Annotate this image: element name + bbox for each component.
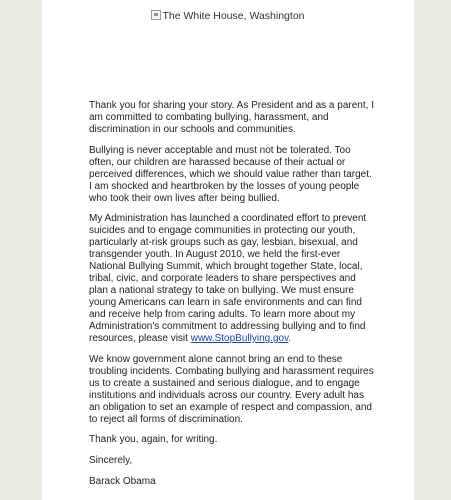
paragraph-thanks: Thank you, again, for writing. (89, 434, 218, 446)
letter-body (89, 100, 376, 496)
broken-image-icon (151, 10, 161, 20)
letter-sheet (42, 0, 414, 500)
closing: Sincerely, (89, 454, 133, 466)
stopbullying-link[interactable]: www.StopBullying.gov (190, 333, 289, 345)
paragraph-intro: Thank you for sharing your story. As President and as a parent, I am committed to combating bullying, harassment, and discrimination in our schools and communities. (89, 100, 374, 135)
paragraph-government: We know government alone cannot bring an end to these troubling incidents. Combating bullying and harassment requires us to create a sustained and serious dialogue, and to engage institutions and individuals across our country. Every adult has an obligation to set an example of respect and compassion, and to reject all forms of discrimination. (89, 353, 374, 425)
letterhead-image-alt: The White House, Washington (162, 10, 305, 22)
signature: Barack Obama (89, 475, 156, 487)
paragraph-administration-end: . (288, 333, 292, 345)
paragraph-administration-text: My Administration has launched a coordinated effort to prevent suicides and to engage communities in protecting our youth, particularly at-risk groups such as gay, lesbian, bisexual, and transgender youth. In August 2010, we held the first-ever National Bullying Summit, which brought together State, local, tribal, civic, and corporate leaders to share perspectives and plan a national strategy to take on bullying. We must ensure young Americans can learn in safe environments and can find and receive help from caring adults. To learn more about my Administration's commitment to addressing bullying and to find resources, please visit (89, 213, 367, 345)
letterhead (42, 10, 414, 22)
paragraph-administration (89, 213, 376, 345)
paragraph-bullying: Bullying is never acceptable and must not be tolerated. Too often, our children are harassed because of their actual or perceived differences, which we should value rather than target. I am shocked and heartbroken by the losses of young people who took their own lives after being bullied. (89, 144, 372, 204)
